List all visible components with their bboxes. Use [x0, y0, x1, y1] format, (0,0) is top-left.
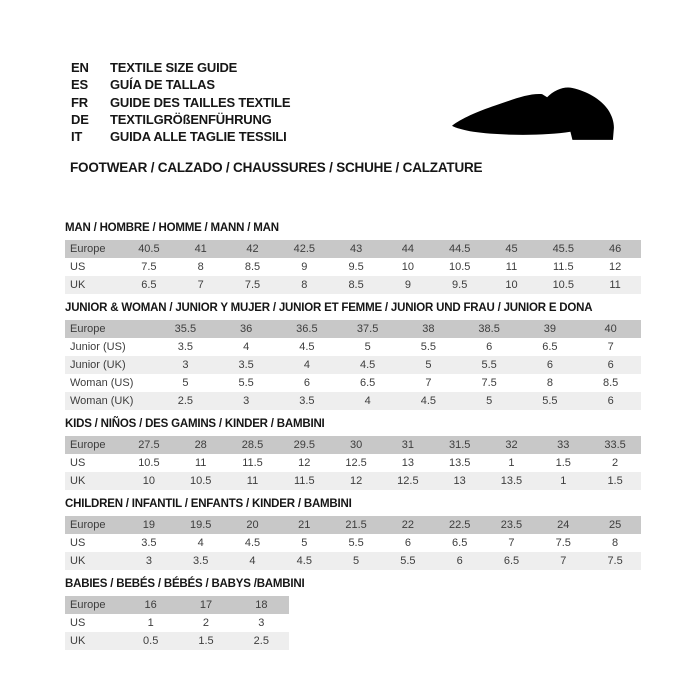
size-value-cell: 6 — [607, 359, 614, 371]
size-value-cell: 5 — [301, 537, 308, 549]
size-value-cell: 5 — [486, 395, 493, 407]
size-value-cell: 38 — [422, 323, 435, 335]
size-value-cell: 4.5 — [359, 359, 376, 371]
size-table-section — [65, 578, 641, 650]
row-label-cell: Europe — [70, 439, 106, 451]
size-value-cell: 18 — [255, 599, 268, 611]
size-value-cell: 1 — [508, 457, 515, 469]
size-value-cell: 6.5 — [503, 555, 520, 567]
size-value-cell: 4.5 — [244, 537, 261, 549]
size-value-cell: 19 — [142, 519, 156, 531]
table-row — [65, 338, 641, 356]
size-value-cell: 7 — [508, 537, 515, 549]
size-value-cell: 6 — [546, 359, 553, 371]
size-value-cell: 6 — [303, 377, 310, 389]
size-value-cell: 3.5 — [193, 555, 209, 567]
size-value-cell: 13 — [453, 475, 466, 487]
size-value-cell: 41 — [194, 243, 207, 255]
row-label-cell: Woman (US) — [70, 377, 134, 389]
size-value-cell: 10.5 — [138, 457, 160, 469]
size-value-cell: 4.5 — [296, 555, 312, 567]
language-code: DE — [71, 112, 89, 128]
size-value-cell: 3.5 — [238, 359, 254, 371]
size-value-cell: 10.5 — [448, 261, 471, 273]
language-code: FR — [71, 94, 88, 110]
row-label-cell: UK — [70, 475, 86, 487]
guide-title-text: GUIDA ALLE TAGLIE TESSILI — [110, 129, 287, 145]
size-value-cell: 38.5 — [478, 323, 500, 335]
size-value-cell: 36 — [240, 323, 253, 335]
section-title: KIDS / NIÑOS / DES GAMINS / KINDER / BAMBINI — [65, 418, 325, 430]
size-value-cell: 5.5 — [542, 395, 558, 407]
size-value-cell: 7 — [607, 341, 614, 353]
section-title: BABIES / BEBÉS / BÉBÉS / BABYS /BAMBINI — [65, 578, 305, 590]
size-value-cell: 9.5 — [348, 261, 364, 273]
size-value-cell: 10.5 — [552, 279, 574, 291]
row-label-cell: Europe — [70, 323, 106, 335]
size-value-cell: 11 — [609, 279, 621, 291]
size-table-section — [65, 302, 641, 410]
row-label-cell: Europe — [70, 243, 106, 255]
size-value-cell: 33 — [557, 439, 570, 451]
size-value-cell: 33.5 — [604, 439, 626, 451]
guide-title-text: GUÍA DE TALLAS — [110, 77, 215, 93]
size-table-section — [65, 418, 641, 490]
size-value-cell: 6 — [456, 555, 463, 567]
size-value-cell: 4 — [364, 395, 371, 407]
size-value-cell: 10 — [401, 261, 414, 273]
size-value-cell: 9 — [301, 261, 308, 273]
size-value-cell: 1.5 — [555, 457, 571, 469]
table-row — [65, 632, 289, 650]
size-table — [65, 596, 289, 650]
shoe-icon-path — [452, 88, 614, 140]
size-value-cell: 8 — [546, 377, 553, 389]
size-value-cell: 22.5 — [448, 519, 471, 531]
size-value-cell: 12 — [349, 475, 363, 487]
size-value-cell: 20 — [246, 519, 259, 531]
size-value-cell: 2.5 — [177, 395, 194, 407]
section-title: CHILDREN / INFANTIL / ENFANTS / KINDER / BAMBINI — [65, 498, 352, 510]
size-value-cell: 1 — [147, 617, 154, 629]
guide-title-text: TEXTILGRÖßENFÜHRUNG — [110, 112, 272, 128]
row-label-cell: UK — [70, 635, 86, 647]
size-value-cell: 3.5 — [177, 341, 194, 353]
size-value-cell: 5 — [182, 377, 189, 389]
size-table-section — [65, 498, 641, 570]
size-value-cell: 9.5 — [452, 279, 468, 291]
language-code: EN — [71, 60, 89, 76]
language-line-fr — [71, 94, 290, 111]
section-title: MAN / HOMBRE / HOMME / MANN / MAN — [65, 222, 279, 234]
size-value-cell: 8.5 — [602, 377, 619, 389]
size-value-cell: 0.5 — [143, 635, 159, 647]
size-value-cell: 4 — [243, 341, 250, 353]
size-value-cell: 44.5 — [448, 243, 471, 255]
row-label-cell: UK — [70, 555, 86, 567]
size-value-cell: 40 — [604, 323, 617, 335]
size-value-cell: 5.5 — [348, 537, 364, 549]
size-value-cell: 3 — [243, 395, 250, 407]
size-value-cell: 24 — [557, 519, 570, 531]
size-value-cell: 42.5 — [293, 243, 315, 255]
size-table — [65, 320, 641, 410]
size-value-cell: 28 — [194, 439, 207, 451]
size-value-cell: 6 — [404, 537, 411, 549]
size-value-cell: 12.5 — [397, 475, 419, 487]
row-label-cell: UK — [70, 279, 86, 291]
table-header-row — [65, 436, 641, 454]
size-value-cell: 22 — [401, 519, 414, 531]
size-value-cell: 5.5 — [238, 377, 254, 389]
size-value-cell: 4 — [197, 537, 204, 549]
table-header-row — [65, 516, 641, 534]
size-value-cell: 27.5 — [138, 439, 160, 451]
size-value-cell: 2.5 — [253, 635, 269, 647]
size-table — [65, 240, 641, 294]
size-value-cell: 36.5 — [296, 323, 318, 335]
size-value-cell: 45 — [505, 243, 518, 255]
size-value-cell: 10 — [142, 475, 156, 487]
size-value-cell: 29.5 — [293, 439, 315, 451]
size-value-cell: 11 — [246, 475, 259, 487]
size-value-cell: 7.5 — [481, 377, 497, 389]
row-label-cell: Junior (UK) — [70, 359, 126, 371]
size-value-cell: 19.5 — [189, 519, 212, 531]
size-table — [65, 516, 641, 570]
size-value-cell: 11 — [194, 457, 207, 469]
size-value-cell: 3 — [145, 555, 152, 567]
size-value-cell: 30 — [349, 439, 363, 451]
size-value-cell: 5.5 — [400, 555, 416, 567]
section-title: JUNIOR & WOMAN / JUNIOR Y MUJER / JUNIOR ET FEMME / JUNIOR UND FRAU / JUNIOR E DONA — [65, 302, 593, 314]
row-label-cell: US — [70, 261, 86, 273]
size-value-cell: 5.5 — [420, 341, 437, 353]
language-line-it — [71, 128, 290, 145]
size-value-cell: 4.5 — [299, 341, 315, 353]
row-label-cell: Europe — [70, 519, 106, 531]
table-row — [65, 552, 641, 570]
size-value-cell: 12 — [298, 457, 311, 469]
size-value-cell: 40.5 — [138, 243, 160, 255]
size-value-cell: 21 — [298, 519, 311, 531]
category-heading: FOOTWEAR / CALZADO / CHAUSSURES / SCHUHE / CALZATURE — [70, 160, 483, 175]
size-tables — [65, 214, 641, 650]
size-value-cell: 31.5 — [448, 439, 471, 451]
size-value-cell: 11.5 — [242, 457, 263, 469]
size-value-cell: 10 — [505, 279, 518, 291]
size-value-cell: 13.5 — [448, 457, 471, 469]
size-value-cell: 13 — [401, 457, 414, 469]
size-value-cell: 3.5 — [299, 395, 315, 407]
language-code: ES — [71, 77, 88, 93]
size-value-cell: 2 — [202, 617, 210, 629]
size-value-cell: 39 — [543, 323, 556, 335]
table-row — [65, 472, 641, 490]
size-table-section — [65, 222, 641, 294]
size-value-cell: 6 — [607, 395, 614, 407]
size-value-cell: 7.5 — [607, 555, 623, 567]
size-table — [65, 436, 641, 490]
size-value-cell: 6.5 — [542, 341, 558, 353]
guide-title-text: GUIDE DES TAILLES TEXTILE — [110, 94, 291, 110]
size-value-cell: 13.5 — [500, 475, 523, 487]
table-row — [65, 374, 641, 392]
size-value-cell: 10.5 — [189, 475, 212, 487]
table-row — [65, 258, 641, 276]
row-label-cell: US — [70, 537, 86, 549]
size-value-cell: 7 — [197, 279, 204, 291]
size-value-cell: 8.5 — [244, 261, 261, 273]
size-value-cell: 3 — [182, 359, 189, 371]
size-value-cell: 3 — [258, 617, 265, 629]
language-line-en — [71, 59, 290, 76]
language-code: IT — [71, 129, 83, 145]
table-row — [65, 614, 289, 632]
size-value-cell: 1 — [560, 475, 567, 487]
size-value-cell: 4.5 — [420, 395, 437, 407]
size-value-cell: 5 — [353, 555, 360, 567]
size-value-cell: 3.5 — [141, 537, 157, 549]
table-row — [65, 454, 641, 472]
table-row — [65, 392, 641, 410]
table-row — [65, 534, 641, 552]
size-value-cell: 11.5 — [293, 475, 315, 487]
size-value-cell: 7.5 — [555, 537, 571, 549]
size-value-cell: 11 — [505, 261, 518, 273]
size-value-cell: 7 — [425, 377, 432, 389]
size-value-cell: 21.5 — [345, 519, 367, 531]
size-value-cell: 43 — [349, 243, 363, 255]
size-value-cell: 5 — [364, 341, 371, 353]
size-value-cell: 6.5 — [141, 279, 157, 291]
row-label-cell: Europe — [70, 599, 106, 611]
size-value-cell: 16 — [144, 599, 157, 611]
table-header-row — [65, 240, 641, 258]
size-value-cell: 4 — [303, 359, 310, 371]
size-value-cell: 8 — [301, 279, 308, 291]
size-value-cell: 44 — [401, 243, 414, 255]
table-header-row — [65, 596, 289, 614]
row-label-cell: US — [70, 617, 86, 629]
size-value-cell: 5 — [425, 359, 432, 371]
size-value-cell: 37.5 — [356, 323, 379, 335]
table-header-row — [65, 320, 641, 338]
language-line-de — [71, 111, 290, 128]
size-value-cell: 46 — [608, 243, 622, 255]
size-value-cell: 12.5 — [345, 457, 367, 469]
row-label-cell: Junior (US) — [70, 341, 126, 353]
size-value-cell: 4 — [249, 555, 256, 567]
row-label-cell: Woman (UK) — [70, 395, 134, 407]
row-label-cell: US — [70, 457, 86, 469]
shoe-icon — [449, 85, 621, 144]
size-value-cell: 11.5 — [552, 261, 574, 273]
size-value-cell: 23.5 — [500, 519, 523, 531]
size-value-cell: 7 — [560, 555, 567, 567]
table-row — [65, 356, 641, 374]
size-value-cell: 12 — [608, 261, 622, 273]
size-value-cell: 45.5 — [552, 243, 574, 255]
size-value-cell: 25 — [608, 519, 622, 531]
size-value-cell: 17 — [199, 599, 213, 611]
size-value-cell: 7.5 — [244, 279, 261, 291]
size-value-cell: 5.5 — [481, 359, 497, 371]
table-row — [65, 276, 641, 294]
size-value-cell: 2 — [612, 457, 619, 469]
size-value-cell: 6 — [486, 341, 493, 353]
size-value-cell: 42 — [246, 243, 259, 255]
language-line-es — [71, 76, 290, 93]
size-value-cell: 1.5 — [198, 635, 214, 647]
size-value-cell: 8.5 — [348, 279, 364, 291]
size-value-cell: 32 — [505, 439, 518, 451]
size-value-cell: 6.5 — [359, 377, 376, 389]
language-title-list — [71, 59, 290, 145]
size-value-cell: 31 — [401, 439, 414, 451]
size-value-cell: 28.5 — [241, 439, 264, 451]
size-value-cell: 35.5 — [174, 323, 197, 335]
size-value-cell: 9 — [404, 279, 411, 291]
size-value-cell: 6.5 — [452, 537, 468, 549]
size-value-cell: 1.5 — [607, 475, 623, 487]
size-value-cell: 8 — [197, 261, 204, 273]
size-value-cell: 7.5 — [141, 261, 157, 273]
size-value-cell: 8 — [612, 537, 619, 549]
guide-title-text: TEXTILE SIZE GUIDE — [110, 60, 238, 76]
